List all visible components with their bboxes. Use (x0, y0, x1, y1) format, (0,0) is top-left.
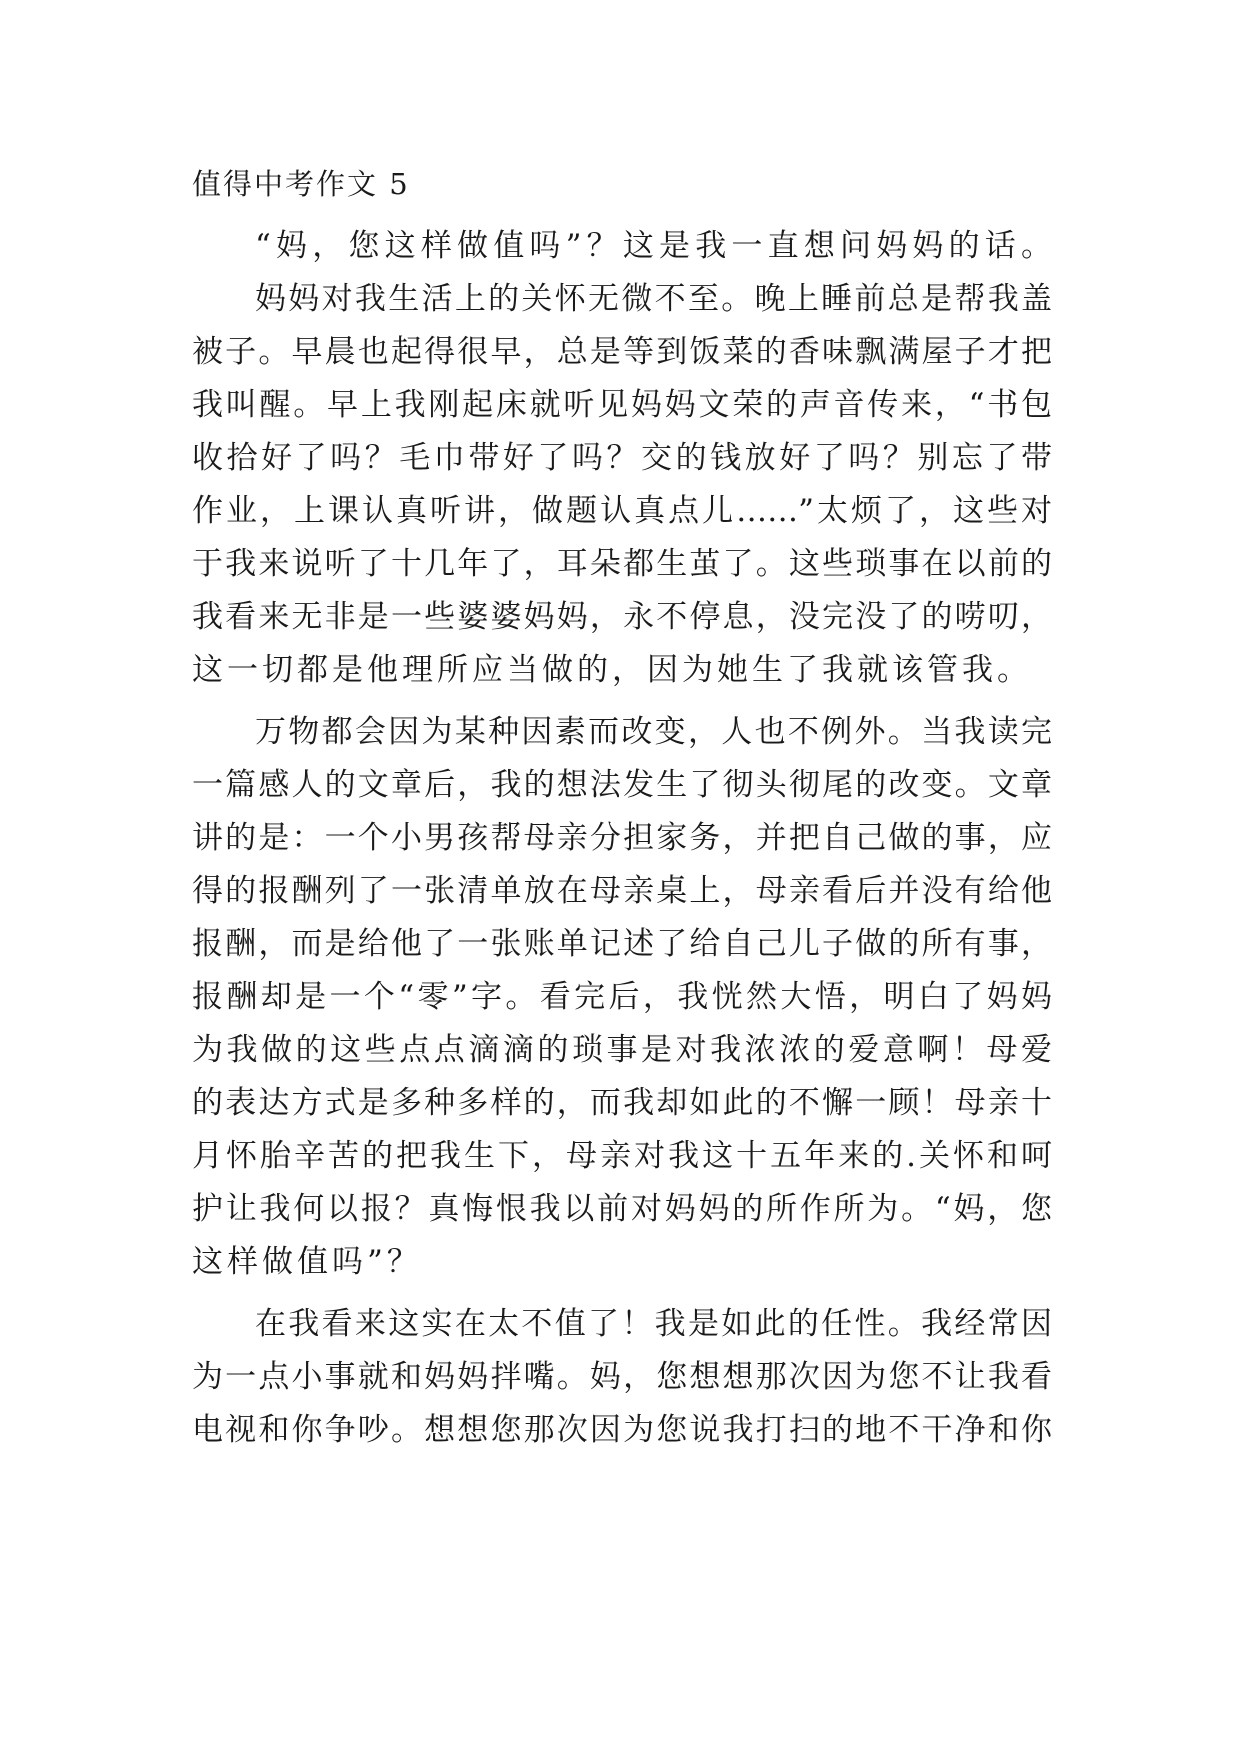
document-title: 值得中考作文 5 (192, 167, 410, 201)
paragraph-line: 护让我何以报？真悔恨我以前对妈妈的所作所为。“妈，您 (192, 1191, 1052, 1227)
paragraph-line: 妈妈对我生活上的关怀无微不至。晚上睡前总是帮我盖 (255, 281, 1052, 317)
paragraph-line: 为一点小事就和妈妈拌嘴。妈，您想想那次因为您不让我看 (192, 1359, 1052, 1395)
paragraph-line: 在我看来这实在太不值了！我是如此的任性。我经常因 (255, 1306, 1052, 1342)
paragraph-line: “妈，您这样做值吗”？这是我一直想问妈妈的话。 (255, 228, 1052, 264)
paragraph-line: 我叫醒。早上我刚起床就听见妈妈文荣的声音传来，“书包 (192, 387, 1052, 423)
paragraph-line: 报酬却是一个“零”字。看完后，我恍然大悟，明白了妈妈 (192, 979, 1052, 1015)
paragraph-line: 得的报酬列了一张清单放在母亲桌上，母亲看后并没有给他 (192, 873, 1052, 909)
paragraph-line: 电视和你争吵。想想您那次因为您说我打扫的地不干净和你 (192, 1412, 1052, 1448)
paragraph-line: 为我做的这些点点滴滴的琐事是对我浓浓的爱意啊！母爱 (192, 1032, 1052, 1068)
paragraph-line: 我看来无非是一些婆婆妈妈，永不停息，没完没了的唠叨， (192, 599, 1052, 635)
paragraph-line: 于我来说听了十几年了，耳朵都生茧了。这些琐事在以前的 (192, 546, 1052, 582)
paragraph-line: 月怀胎辛苦的把我生下，母亲对我这十五年来的.关怀和呵 (192, 1138, 1052, 1174)
paragraph-line: 的表达方式是多种多样的，而我却如此的不懈一顾！母亲十 (192, 1085, 1052, 1121)
paragraph-line: 一篇感人的文章后，我的想法发生了彻头彻尾的改变。文章 (192, 767, 1052, 803)
paragraph-line: 讲的是：一个小男孩帮母亲分担家务，并把自己做的事，应 (192, 820, 1052, 856)
paragraph-line: 收拾好了吗？毛巾带好了吗？交的钱放好了吗？别忘了带 (192, 440, 1052, 476)
paragraph-line: 这样做值吗”？ (192, 1244, 422, 1280)
paragraph-line: 万物都会因为某种因素而改变，人也不例外。当我读完 (255, 714, 1052, 750)
paragraph-line: 被子。早晨也起得很早，总是等到饭菜的香味飘满屋子才把 (192, 334, 1052, 370)
paragraph-line: 报酬，而是给他了一张账单记述了给自己儿子做的所有事， (192, 926, 1052, 962)
paragraph-line: 这一切都是他理所应当做的，因为她生了我就该管我。 (192, 652, 1032, 688)
paragraph-line: 作业，上课认真听讲，做题认真点儿……”太烦了，这些对 (192, 493, 1052, 529)
